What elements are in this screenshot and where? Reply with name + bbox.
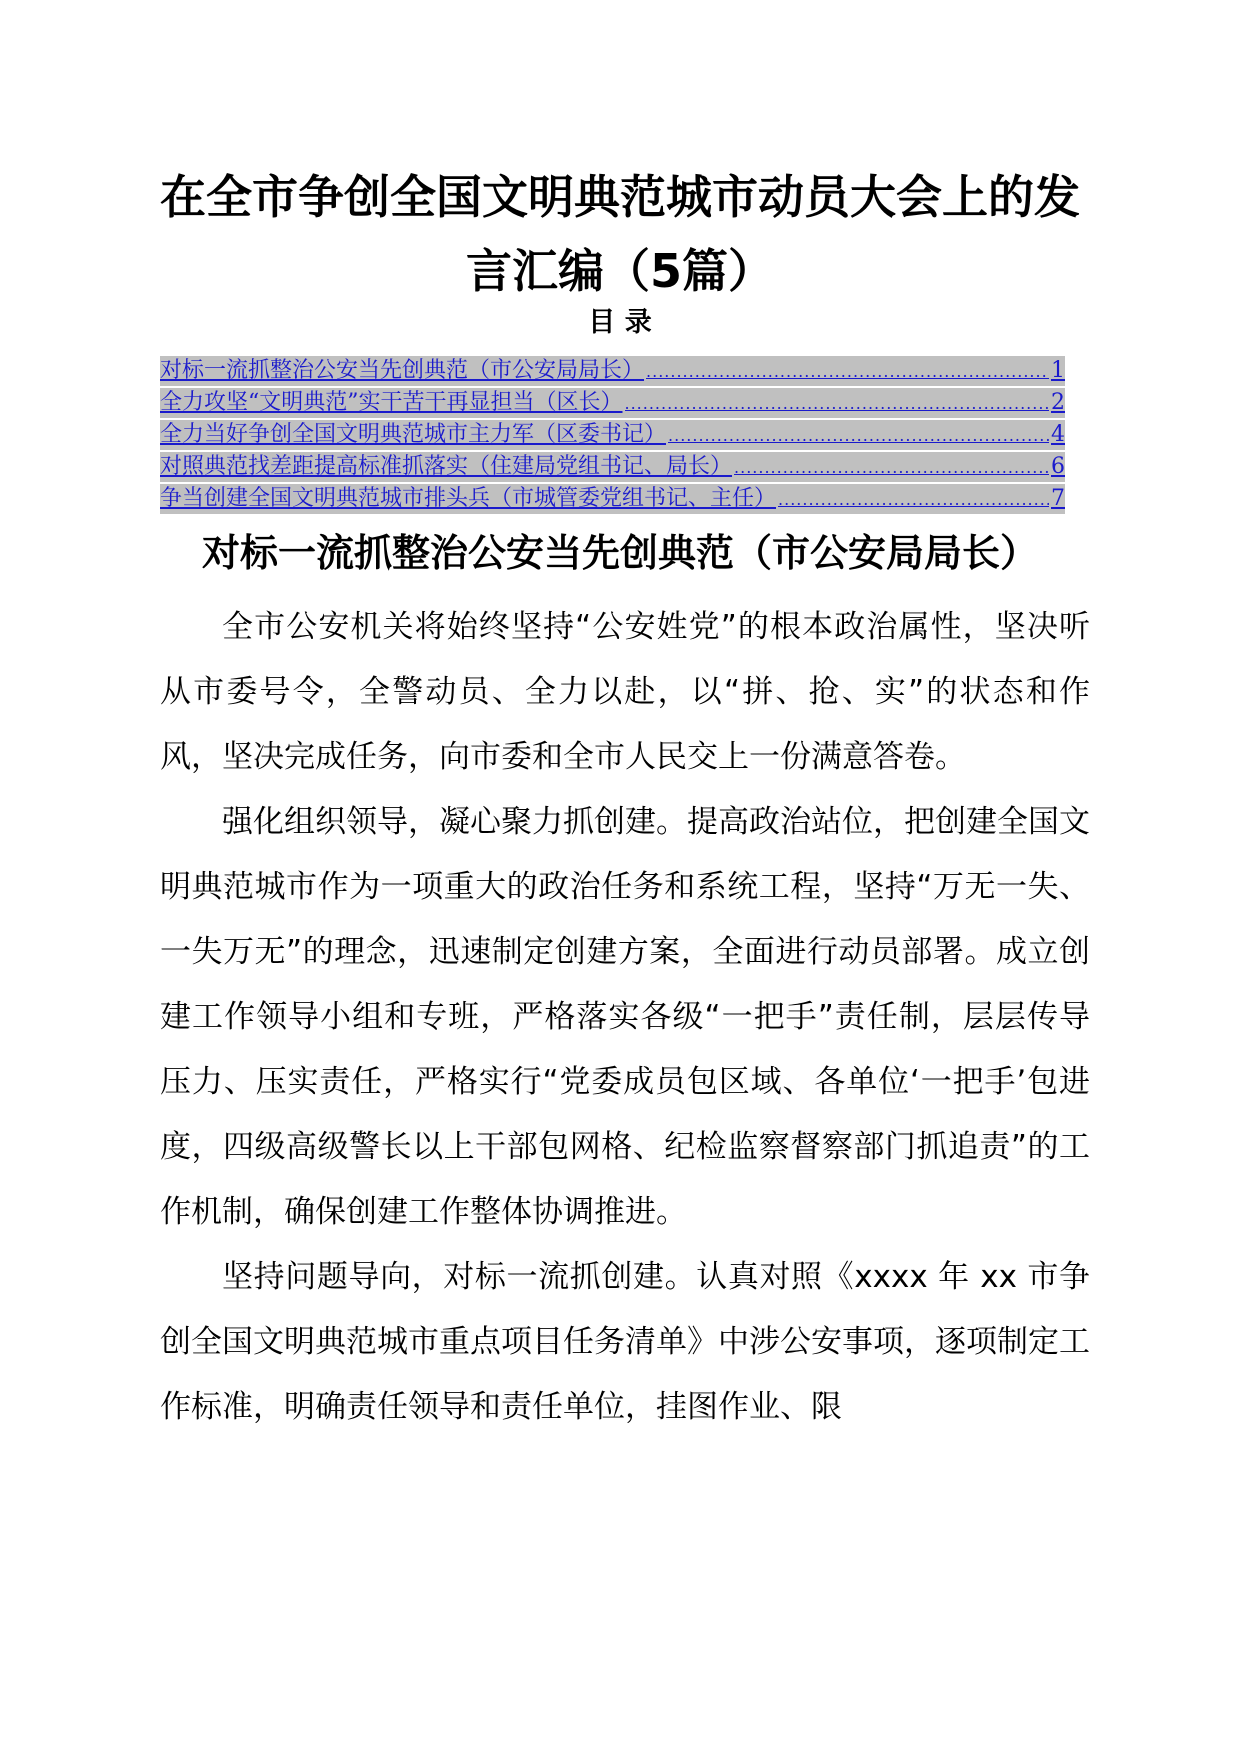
toc-leader-dots — [625, 389, 1050, 418]
toc-entry-5[interactable] — [160, 484, 1065, 514]
body-paragraph-3: 坚持问题导向，对标一流抓创建。认真对照《xxxx 年 xx 市争创全国文明典范城市重点项目任务清单》中涉公安事项，逐项制定工作标准，明确责任领导和责任单位，挂图作业、限 — [160, 1259, 1090, 1425]
toc-entry-2[interactable] — [160, 388, 1065, 418]
table-of-contents — [160, 356, 1065, 516]
toc-entry-text: 对照典范找差距提高标准抓落实（住建局党组书记、局长） — [160, 454, 733, 479]
toc-leader-dots — [668, 421, 1049, 450]
section-heading: 对标一流抓整治公安当先创典范（市公安局局长） — [201, 531, 1038, 575]
toc-leader-dots — [734, 453, 1049, 482]
toc-entry-1[interactable] — [160, 356, 1065, 386]
toc-entry-text: 对标一流抓整治公安当先创典范（市公安局局长） — [160, 358, 645, 383]
toc-heading: 目 录 — [588, 307, 652, 338]
toc-entry-text: 争当创建全国文明典范城市排头兵（市城管委党组书记、主任） — [160, 486, 777, 511]
toc-leader-dots — [646, 357, 1049, 386]
toc-entry-3[interactable] — [160, 420, 1065, 450]
body-paragraph-1: 全市公安机关将始终坚持“公安姓党”的根本政治属性，坚决听从市委号令，全警动员、全力以赴，以“拼、抢、实”的状态和作风，坚决完成任务，向市委和全市人民交上一份满意答卷。 — [160, 609, 1090, 775]
toc-entry-page: 7 — [1051, 486, 1065, 511]
section-body — [160, 595, 1090, 1440]
toc-leader-dots — [778, 485, 1049, 514]
toc-entry-text: 全力攻坚“文明典范”实干苦干再显担当（区长） — [160, 390, 623, 415]
toc-entry-page: 6 — [1051, 454, 1065, 479]
toc-entry-text: 全力当好争创全国文明典范城市主力军（区委书记） — [160, 422, 667, 447]
toc-entry-page: 2 — [1051, 390, 1065, 415]
body-paragraph-2: 强化组织领导，凝心聚力抓创建。提高政治站位，把创建全国文明典范城市作为一项重大的政治任务和系统工程，坚持“万无一失、一失万无”的理念，迅速制定创建方案，全面进行动员部署。成立创建工作领导小组和专班，严格落实各级“一把手”责任制，层层传导压力、压实责任，严格实行“党委成员包区域、各单位‘一把手’包进度，四级高级警长以上干部包网格、纪检监察督察部门抓追责”的工作机制，确保创建工作整体协调推进。 — [160, 804, 1090, 1230]
toc-entry-page: 1 — [1051, 358, 1065, 383]
document-title: 在全市争创全国文明典范城市动员大会上的发言汇编（5篇） — [160, 170, 1080, 298]
toc-entry-page: 4 — [1051, 422, 1065, 447]
toc-entry-4[interactable] — [160, 452, 1065, 482]
